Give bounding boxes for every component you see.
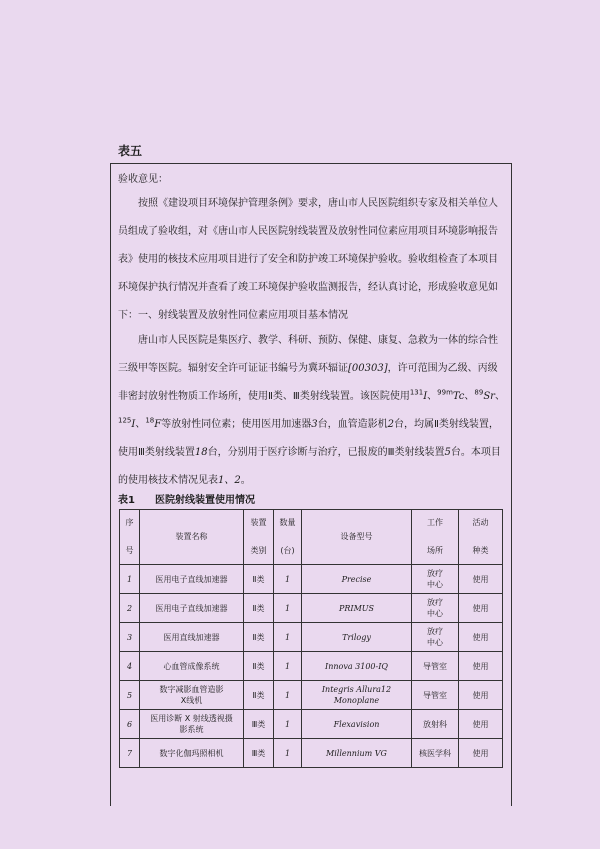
cell-place: 导管室 xyxy=(412,652,459,681)
cell-seq: 1 xyxy=(120,565,140,594)
cell-quantity: 1 xyxy=(274,652,302,681)
header-category: 装置 类别 xyxy=(244,510,274,565)
table-caption: 表1 医院射线装置使用情况 xyxy=(118,495,255,506)
cell-place: 放疗 中心 xyxy=(412,565,459,594)
cell-device-name: 医用电子直线加速器 xyxy=(140,565,244,594)
cell-activity: 使用 xyxy=(459,710,503,739)
table-row xyxy=(120,565,503,594)
cell-model: Innova 3100-IQ xyxy=(302,652,412,681)
cell-category: Ⅱ类 xyxy=(244,594,274,623)
cell-category: Ⅲ类 xyxy=(244,739,274,768)
cell-device-name: 医用诊断 X 射线透视摄 影系统 xyxy=(140,710,244,739)
section1-title: 一、射线装置及放射性同位素应用项目基本情况 xyxy=(138,310,348,321)
cell-quantity: 1 xyxy=(274,710,302,739)
cell-device-name: 数字化伽玛照相机 xyxy=(140,739,244,768)
intro-paragraph: 按照《建设项目环境保护管理条例》要求，唐山市人民医院组织专家及相关单位人员组成了验收组，对《唐山市人民医院射线装置及放射性同位素应用项目环境影响报告表》使用的核技术应用项目进行了安全和防护竣工环境保护验收。验收组检查了本项目环境保护执行情况并查看了竣工环境保护验收监测报告，经认真讨论，形成验收意见如下： xyxy=(118,198,498,321)
cell-activity: 使用 xyxy=(459,739,503,768)
cell-device-name: 医用直线加速器 xyxy=(140,623,244,652)
cell-seq: 3 xyxy=(120,623,140,652)
header-activity: 活动 种类 xyxy=(459,510,503,565)
cell-place: 放疗 中心 xyxy=(412,623,459,652)
basic-info-paragraph: 唐山市人民医院是集医疗、教学、科研、预防、保健、康复、急救为一体的综合性三级甲等医院。辐射安全许可证证书编号为冀环辐证[00303]，许可范围为乙级、丙级非密封放射性物质工作场所，使用Ⅱ类、Ⅲ类射线装置。该医院使用$^{131}$I、$^{99m}$Tc、$^{89}$Sr、$^{125}$I、$^{18}$F等放射性同位素；使用医用加速器3台，血管造影机2台，均属Ⅱ类射线装置，使用Ⅲ类射线装置18台，分别用于医疗诊断与治疗，已报废的Ⅲ类射线装置5台。本项目的使用核技术情况见表1、2。 xyxy=(118,335,505,486)
cell-quantity: 1 xyxy=(274,739,302,768)
cell-activity: 使用 xyxy=(459,652,503,681)
cell-quantity: 1 xyxy=(274,681,302,710)
cell-category: Ⅱ类 xyxy=(244,623,274,652)
cell-device-name: 心血管成像系统 xyxy=(140,652,244,681)
cell-quantity: 1 xyxy=(274,594,302,623)
cell-category: Ⅱ类 xyxy=(244,652,274,681)
table-header-row xyxy=(120,510,503,565)
cell-activity: 使用 xyxy=(459,594,503,623)
cell-model: Precise xyxy=(302,565,412,594)
cell-category: Ⅲ类 xyxy=(244,710,274,739)
table-row xyxy=(120,623,503,652)
table-body xyxy=(120,565,503,768)
cell-category: Ⅱ类 xyxy=(244,681,274,710)
cell-place: 核医学科 xyxy=(412,739,459,768)
header-quantity: 数量 (台) xyxy=(274,510,302,565)
header-model: 设备型号 xyxy=(302,510,412,565)
cell-seq: 2 xyxy=(120,594,140,623)
cell-model: PRIMUS xyxy=(302,594,412,623)
cell-quantity: 1 xyxy=(274,565,302,594)
device-table xyxy=(119,509,503,768)
cell-device-name: 医用电子直线加速器 xyxy=(140,594,244,623)
cell-activity: 使用 xyxy=(459,565,503,594)
cell-seq: 6 xyxy=(120,710,140,739)
cell-place: 放疗 中心 xyxy=(412,594,459,623)
cell-seq: 5 xyxy=(120,681,140,710)
cell-category: Ⅱ类 xyxy=(244,565,274,594)
table-row xyxy=(120,594,503,623)
cell-model: Integris Allura12 Monoplane xyxy=(302,681,412,710)
cell-place: 导管室 xyxy=(412,681,459,710)
cell-quantity: 1 xyxy=(274,623,302,652)
header-name: 装置名称 xyxy=(140,510,244,565)
cell-activity: 使用 xyxy=(459,681,503,710)
cell-model: Millennium VG xyxy=(302,739,412,768)
cell-place: 放射科 xyxy=(412,710,459,739)
cell-device-name: 数字减影血管造影 X线机 xyxy=(140,681,244,710)
section-heading: 表五 xyxy=(118,144,143,158)
table-row xyxy=(120,652,503,681)
cell-seq: 4 xyxy=(120,652,140,681)
table-row xyxy=(120,681,503,710)
header-place: 工作 场所 xyxy=(412,510,459,565)
cell-seq: 7 xyxy=(120,739,140,768)
table-row xyxy=(120,739,503,768)
acceptance-label: 验收意见： xyxy=(118,174,168,185)
cell-model: Trilogy xyxy=(302,623,412,652)
cell-model: Flexavision xyxy=(302,710,412,739)
table-row xyxy=(120,710,503,739)
cell-activity: 使用 xyxy=(459,623,503,652)
header-seq: 序 号 xyxy=(120,510,140,565)
